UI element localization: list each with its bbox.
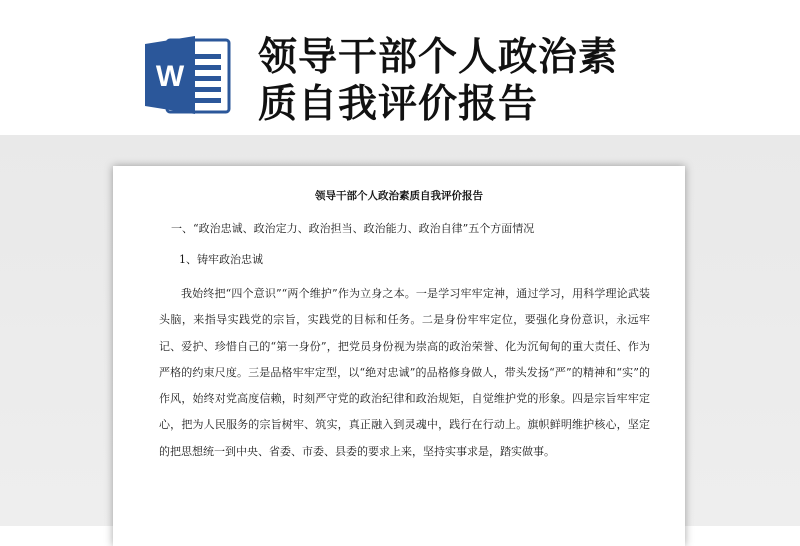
document-title: 领导干部个人政治素质自我评价报告	[315, 190, 483, 202]
page-title	[258, 34, 788, 128]
word-document-icon	[145, 34, 233, 116]
page-title-line1: 领导干部个人政治素	[258, 35, 619, 80]
header-banner	[0, 0, 800, 135]
page-title-line2: 质自我评价报告	[258, 82, 539, 127]
body-paragraph: 我始终把“四个意识”“两个维护”作为立身之本。一是学习牢牢定神，通过学习，用科学理论武装头脑，来指导实践党的宗旨，实践党的目标和任务。二是身份牢牢定位，要强化身份意识，永远牢记、爱护、珍惜自己的“第一身份”，把党员身份视为崇高的政治荣誉、化为沉甸甸的重大责任、作为严格的约束尺度。三是品格牢牢定型，以“绝对忠诚”的品格修身做人，带头发扬“严”的精神和“实”的作风，始终对党高度信赖，时刻严守党的政治纪律和政治规矩，自觉维护党的形象。四是宗旨牢牢定心，把为人民服务的宗旨树牢、筑实，真正融入到灵魂中，践行在行动上。旗帜鲜明维护核心，坚定的把思想统一到中央、省委、市委、县委的要求上来，坚持实事求是，踏实做事。	[159, 287, 650, 458]
document-page	[113, 166, 685, 546]
word-icon-letter: W	[155, 60, 185, 93]
section-heading: 一、“政治忠诚、政治定力、政治担当、政治能力、政治自律”五个方面情况	[171, 222, 535, 235]
subheading: 1、铸牢政治忠诚	[179, 253, 263, 266]
